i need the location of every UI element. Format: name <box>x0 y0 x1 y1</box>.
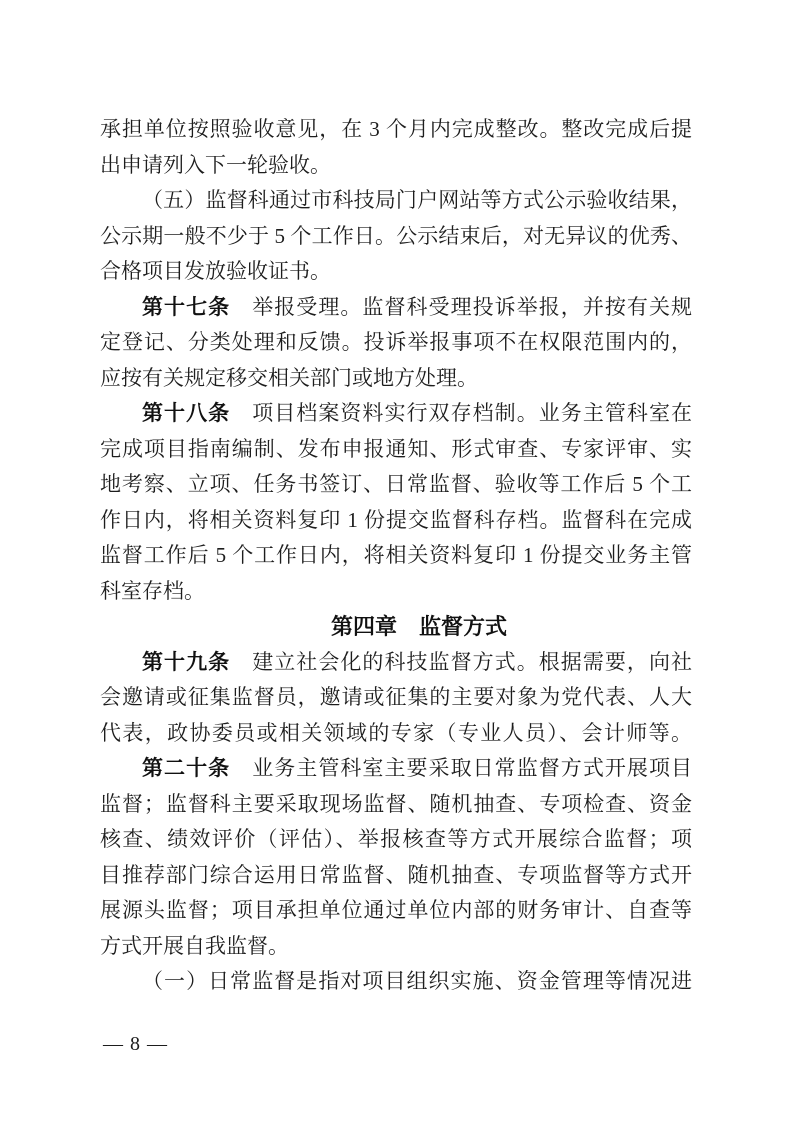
text-line: 代表，政协委员或相关领域的专家（专业人员）、会计师等。 <box>100 720 692 745</box>
line-text: 业务主管科室主要采取日常监督方式开展项目 <box>230 756 693 780</box>
paragraph-item-1 <box>100 964 692 1000</box>
text-line <box>100 645 692 681</box>
text-line: （一）日常监督是指对项目组织实施、资金管理等情况进 <box>142 969 692 993</box>
text-line <box>100 290 692 326</box>
line-text: 举报受理。监督科受理投诉举报，并按有关规 <box>230 294 693 319</box>
paragraph-article-19 <box>100 645 692 752</box>
text-line: 地考察、立项、任务书签订、日常监督、验收等工作后 5 个工 <box>100 472 692 496</box>
line-text: 项目档案资料实行双存档制。业务主管科室在 <box>230 401 693 425</box>
text-line: 定登记、分类处理和反馈。投诉举报事项不在权限范围内的， <box>100 330 692 354</box>
text-line: 完成项目指南编制、发布申报通知、形式审查、专家评审、实 <box>100 436 692 461</box>
text-line: 应按有关规定移交相关部门或地方处理。 <box>100 365 478 390</box>
text-line: 方式开展自我监督。 <box>100 933 289 958</box>
paragraph-continued-from-prev-page <box>100 112 692 183</box>
text-line: 承担单位按照验收意见，在 3 个月内完成整改。整改完成后提 <box>100 117 692 141</box>
text-line: 核查、绩效评价（评估）、举报核查等方式开展综合监督；项 <box>100 827 692 851</box>
article-number-label: 第二十条 <box>142 757 231 780</box>
text-line: 作日内，将相关资料复印 1 份提交监督科存档。监督科在完成 <box>100 507 692 532</box>
paragraph-article-17 <box>100 290 692 397</box>
paragraph-article-20 <box>100 751 692 964</box>
text-line: 监督；监督科主要采取现场监督、随机抽查、专项检查、资金 <box>100 791 692 816</box>
text-line: 科室存档。 <box>100 578 205 603</box>
document-body <box>100 112 692 1000</box>
text-line: （五）监督科通过市科技局门户网站等方式公示验收结果， <box>142 188 692 212</box>
text-line: 展源头监督；项目承担单位通过单位内部的财务审计、自查等 <box>100 898 692 922</box>
text-line: 出申请列入下一轮验收。 <box>100 152 331 177</box>
chapter-heading: 第四章 监督方式 <box>330 614 507 639</box>
article-number-label: 第十八条 <box>142 402 231 425</box>
line-text: 建立社会化的科技监督方式。根据需要，向社 <box>230 649 693 674</box>
text-line: 目推荐部门综合运用日常监督、随机抽查、专项监督等方式开 <box>100 862 692 887</box>
paragraph-article-18 <box>100 396 692 609</box>
text-line: 会邀请或征集监督员，邀请或征集的主要对象为党代表、人大 <box>100 685 692 709</box>
article-number-label: 第十九条 <box>142 650 231 674</box>
text-line <box>100 396 692 432</box>
text-line: 公示期一般不少于 5 个工作日。公示结束后，对无异议的优秀、 <box>100 223 692 248</box>
text-line: 监督工作后 5 个工作日内，将相关资料复印 1 份提交业务主管 <box>100 543 692 567</box>
page-number: — 8 — <box>103 1033 168 1055</box>
article-number-label: 第十七条 <box>142 295 231 319</box>
paragraph-item-5 <box>100 183 692 290</box>
text-line <box>100 751 692 787</box>
text-line: 合格项目发放验收证书。 <box>100 259 331 283</box>
